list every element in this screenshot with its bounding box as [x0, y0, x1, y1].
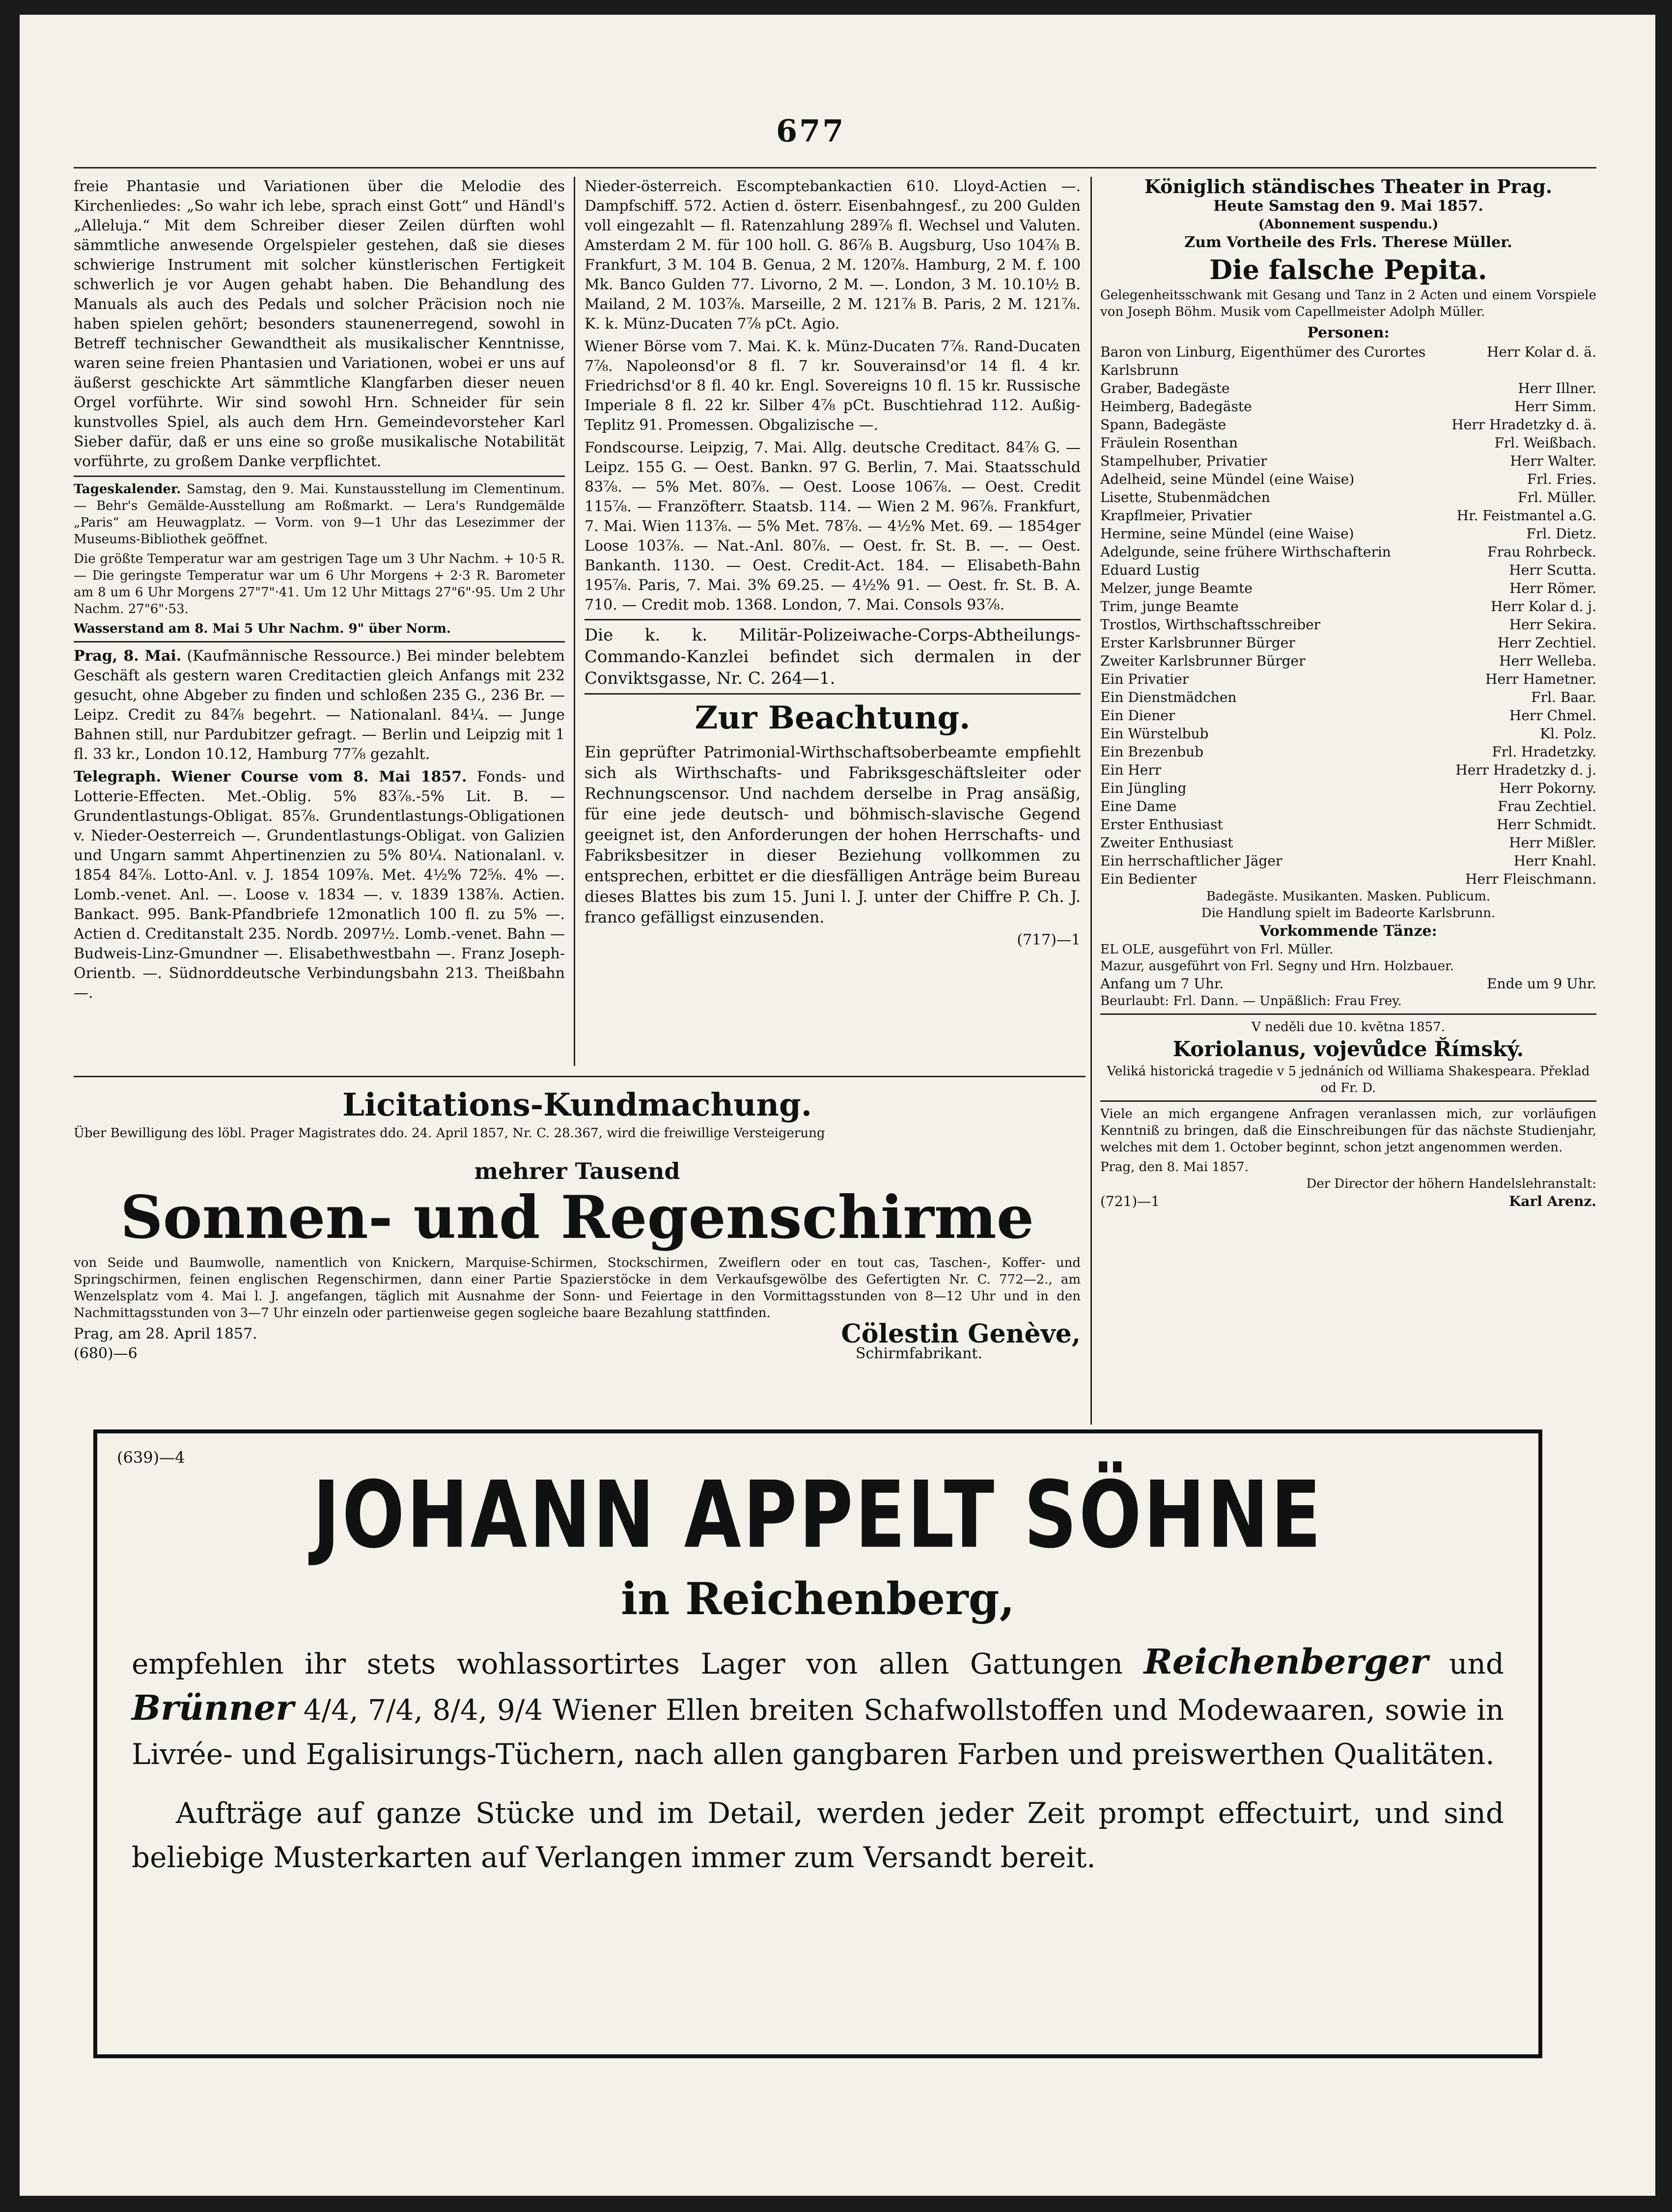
cast-row — [1100, 652, 1596, 670]
theater-date: Heute Samstag den 9. Mai 1857. — [1213, 197, 1483, 215]
ad-body-1: empfehlen ihr stets wohlassortirtes Lager von allen Gattungen — [132, 1647, 1123, 1680]
ad-body — [132, 1640, 1504, 1776]
role-name: Ein Würstelbub — [1100, 726, 1209, 742]
appelt-advertisement — [93, 1429, 1542, 2058]
actor-name: Frl. Hradetzky. — [1492, 744, 1596, 760]
cast-row — [1100, 506, 1596, 525]
cast-row — [1100, 670, 1596, 688]
ad-firm: JOHANN APPELT SÖHNE — [312, 1462, 1323, 1569]
cast-row — [1100, 434, 1596, 452]
role-name: Lisette, Stubenmädchen — [1100, 489, 1270, 505]
czech-description: Veliká historická tragedie v 5 jednáních od Williama Shakespeara. Překlad od Fr. D. — [1107, 1064, 1590, 1095]
actor-name: Herr Hradetzky d. ä. — [1451, 417, 1596, 433]
licitation-notice — [74, 1086, 1081, 1429]
ad-brand-2: Brünner — [132, 1687, 294, 1728]
divider — [1100, 1013, 1596, 1015]
cast-list — [1100, 343, 1596, 888]
cast-row — [1100, 397, 1596, 416]
licitation-body: von Seide und Baumwolle, namentlich von Knickern, Marquise-Schirmen, Stockschirmen, Zweiflern oder en tout cas, Taschen-, Koffer- und Springschirmen, feinen englischen Regenschirmen, dann einer Partie Spazierstöcke in dem Verkaufsgewölbe des Gefertigten Nr. C. 772—2., am Wenzelsplatz vom 4. Mai l. J. angefangen, täglich mit Ausnahme der Sonn- und Feiertage in den Vormittagsstunden von 8—12 Uhr und in den Nachmittagsstunden von 3—7 Uhr einzeln oder partienweise gegen sogleiche baare Bezahlung stattfinden. — [74, 1256, 1081, 1320]
cast-row — [1100, 525, 1596, 543]
role-name: Ein Brezenbub — [1100, 744, 1204, 760]
ad-body-3: Aufträge auf ganze Stücke und im Detail, werden jeder Zeit prompt effectuirt, und sind beliebige Musterkarten auf Verlangen immer zum Versandt bereit. — [132, 1796, 1504, 1874]
beachtung-heading: Zur Beachtung. — [695, 700, 971, 736]
extras: Badegäste. Musikanten. Masken. Publicum. — [1206, 889, 1491, 904]
prag-heading: Prag, 8. Mai. — [74, 647, 182, 665]
leave-note: Beurlaubt: Frl. Dann. — Unpäßlich: Frau Frey. — [1100, 994, 1402, 1008]
actor-name: Frl. Weißbach. — [1494, 435, 1596, 451]
actor-name: Herr Pokorny. — [1499, 780, 1596, 796]
cast-row — [1100, 743, 1596, 761]
dance-2: Mazur, ausgeführt von Frl. Segny und Hrn. Holzbauer. — [1100, 959, 1454, 974]
benefit-line: Zum Vortheile des Frls. Therese Müller. — [1184, 234, 1512, 251]
school-notice: Viele an mich ergangene Anfragen veranlassen mich, zur vorläufigen Kenntniß zu bringen, daß die Einschreibungen für das nächste Studienjahr, welches mit dem 1. October beginnt, schon jetzt angenommen werden. — [1100, 1107, 1596, 1155]
role-name: Stampelhuber, Privatier — [1100, 453, 1267, 469]
cast-row — [1100, 543, 1596, 561]
cast-row — [1100, 706, 1596, 725]
role-name: Ein Bedienter — [1100, 871, 1197, 887]
school-code: (721)—1 — [1100, 1193, 1160, 1209]
role-name: Heimberg, Badegäste — [1100, 398, 1252, 415]
cast-row — [1100, 725, 1596, 743]
beachtung-text: Ein geprüfter Patrimonial-Wirthschaftsoberbeamte empfiehlt sich als Wirthschafts- und Fabriksgeschäftsleiter oder Rechnungscensor. Und nachdem derselbe in Prag ansäßig, für eine jede deutsch- und böhmisch-slavische Gegend geeignet ist, den Anforderungen der hohen Herrschafts- und Fabriksbesitzer in dieser Beziehung vollkommen zu entsprechen, erbittet er die diesfälligen Anträge beim Bureau dieses Blattes bis zum 15. Juni l. J. unter der Chiffre P. Ch. J. franco gefälligst einzusenden. — [585, 743, 1081, 926]
column-rule — [574, 177, 575, 1066]
licitation-title: Licitations-Kundmachung. — [342, 1087, 812, 1123]
calendar-text: Samstag, den 9. Mai. Kunstausstellung im Clementinum. — Behr's Gemälde-Ausstellung am Roßmarkt. — Lera's Rundgemälde „Paris“ am Heuwagplatz. — Vorm. von 9—1 Uhr das Lesezimmer der Museums-Bibliothek geöffnet. — [74, 482, 565, 547]
role-name: Zweiter Enthusiast — [1100, 835, 1233, 851]
role-name: Trostlos, Wirthschaftsschreiber — [1100, 616, 1321, 633]
school-signature: Der Director der höhern Handelslehranstalt: — [1306, 1176, 1596, 1191]
cast-row — [1100, 797, 1596, 815]
role-name: Ein Herr — [1100, 762, 1162, 778]
licitation-date: Prag, am 28. April 1857. — [74, 1325, 257, 1343]
licitation-name: Cölestin Genève, — [841, 1319, 1081, 1349]
role-name: Ein Dienstmädchen — [1100, 689, 1237, 705]
ad-city: in Reichenberg, — [620, 1573, 1015, 1625]
column-rule — [1090, 177, 1092, 1425]
cast-row — [1100, 870, 1596, 888]
actor-name: Herr Kolar d. ä. — [1487, 344, 1596, 360]
dance-1: EL OLE, ausgeführt von Frl. Müller. — [1100, 942, 1334, 957]
divider — [585, 693, 1081, 695]
cast-row — [1100, 488, 1596, 506]
cast-row — [1100, 834, 1596, 852]
actor-name: Frl. Dietz. — [1526, 526, 1596, 542]
top-rule — [74, 167, 1596, 168]
role-name: Adelgunde, seine frühere Wirthschafterin — [1100, 544, 1391, 560]
start-time: Anfang um 7 Uhr. — [1100, 976, 1224, 992]
beachtung-code: (717)—1 — [1017, 931, 1081, 949]
licitation-product: Sonnen- und Regenschirme — [120, 1183, 1034, 1252]
fonds-courses: Fondscourse. Leipzig, 7. Mai. Allg. deutsche Creditact. 84⅞ G. — Leipz. 155 G. — Oest. Bankn. 97 G. Berlin, 7. Mai. Staatsschuld 83⅞. — 5% Met. 80⅞. — Oest. Loose 106⅞. — Oest. Credit 115⅞. — Franzöfterr. Staatsb. 114. — Wien 2 M. 96⅞. Frankfurt, 7. Mai. Wien 113⅞. — 5% Met. 78⅞. — 4½% Met. 69. — 1854ger Loose 103⅞. — Nat.-Anl. 80⅞. — Oest. fr. St. B. —. — Oest. Bankanth. 1130. — Oest. Credit-Act. 184. — Elisabeth-Bahn 195⅞. Paris, 7. Mai. 3% 69.25. — 4½% 91. — Oest. fr. St. B. A. 710. — Credit mob. 1368. London, 7. Mai. Consols 93⅞. — [585, 439, 1081, 614]
role-name: Eduard Lustig — [1100, 562, 1200, 578]
actor-name: Herr Sekira. — [1509, 616, 1596, 633]
calendar-heading: Tageskalender. — [74, 482, 181, 497]
czech-play: Koriolanus, vojevůdce Římský. — [1172, 1037, 1524, 1061]
licitation-subtitle: mehrer Tausend — [474, 1158, 680, 1184]
abonnement: (Abonnement suspendu.) — [1258, 217, 1439, 232]
actor-name: Herr Illner. — [1518, 380, 1596, 396]
actor-name: Frl. Müller. — [1518, 489, 1596, 505]
section-rule — [74, 1076, 1086, 1077]
vienna-boerse: Wiener Börse vom 7. Mai. K. k. Münz-Ducaten 7⅞. Rand-Ducaten 7⅞. Napoleonsd'or 8 fl. 7 kr. Souverainsd'or 14 fl. 4 kr. Friedrichsd'or 8 fl. 40 kr. Engl. Sovereigns 10 fl. 15 kr. Russische Imperiale 8 fl. 22 kr. Silber 4⅞ pCt. Buschtiehrad 112. Außig-Teplitz 91. Promessen. Obgalizische —. — [585, 338, 1081, 434]
actor-name: Herr Welleba. — [1499, 653, 1596, 669]
page-number: 677 — [776, 113, 846, 149]
divider — [74, 476, 565, 477]
actor-name: Herr Mißler. — [1509, 835, 1596, 851]
cast-row — [1100, 761, 1596, 779]
ad-and: und — [1449, 1647, 1504, 1680]
actor-name: Herr Fleischmann. — [1465, 871, 1596, 887]
role-name: Ein Jüngling — [1100, 780, 1187, 796]
role-name: Erster Karlsbrunner Bürger — [1100, 635, 1295, 651]
prag-market: (Kaufmännische Ressource.) Bei minder belebtem Geschäft als gestern waren Creditactien gleich Anfangs mit 232 gesucht, ohne Abgeber zu finden und schloßen 235 G., 236 Br. — Leipz. Credit zu 84⅞ begehrt. — Nationalanl. 84¼. — Junge Bahnen still, nur Pardubitzer gefragt. — Berlin und Leipzig mit 1 fl. 33 kr., London 10.12, Hamburg 77⅞ gezahlt. — [74, 647, 565, 763]
dances-heading: Vorkommende Tänze: — [1259, 923, 1437, 940]
role-name: Erster Enthusiast — [1100, 816, 1223, 833]
role-name: Adelheid, seine Mündel (eine Waise) — [1100, 471, 1355, 487]
actor-name: Herr Knahl. — [1513, 853, 1596, 869]
cast-row — [1100, 688, 1596, 706]
role-name: Hermine, seine Mündel (eine Waise) — [1100, 526, 1354, 542]
actor-name: Herr Hametner. — [1485, 671, 1596, 687]
role-name: Baron von Linburg, Eigenthümer des Curortes Karlsbrunn — [1100, 344, 1426, 378]
cast-row — [1100, 852, 1596, 870]
column-3 — [1100, 177, 1596, 1439]
divider — [74, 641, 565, 643]
role-name: Graber, Badegäste — [1100, 380, 1230, 396]
actor-name: Herr Kolar d. j. — [1491, 598, 1596, 615]
cast-row — [1100, 779, 1596, 797]
actor-name: Frl. Baar. — [1531, 689, 1596, 705]
actor-name: Herr Chmel. — [1509, 707, 1596, 724]
police-notice: Die k. k. Militär-Polizeiwache-Corps-Abtheilungs-Commando-Kanzlei befindet sich dermalen in der Conviktsgasse, Nr. C. 264—1. — [585, 625, 1081, 688]
role-name: Zweiter Karlsbrunner Bürger — [1100, 653, 1306, 669]
theater-title: Königlich ständisches Theater in Prag. — [1144, 177, 1553, 197]
telegraph-heading: Telegraph. Wiener Course vom 8. Mai 1857. — [74, 768, 467, 785]
location: Die Handlung spielt im Badeorte Karlsbrunn. — [1201, 906, 1496, 921]
cast-row — [1100, 470, 1596, 488]
actor-name: Herr Scutta. — [1509, 562, 1596, 578]
vienna-exchange: Nieder-österreich. Escomptebankactien 610. Lloyd-Actien —. Dampfschiff. 572. Actien d. österr. Eisenbahngesf., zu 200 Gulden voll eingezahlt — fl. Ratenzahlung 289⅞ fl. Wechsel und Valuten. Amsterdam 2 M. für 100 holl. G. 86⅞ B. Augsburg, Uso 104⅞ B. Frankfurt, 3 M. 104 B. Genua, 2 M. 120⅞. Hamburg, 2 M. f. 100 Mk. Banco Gulden 77. Livorno, 2 M. —. London, 3 M. 10.10½ B. Mailand, 2 M. 103⅞. Marseille, 2 M. 121⅞ B. Paris, 2 M. 121⅞. K. k. Münz-Ducaten 7⅞ pCt. Agio. — [585, 178, 1081, 333]
divider — [1100, 1100, 1596, 1102]
role-name: Trim, junge Beamte — [1100, 598, 1239, 615]
role-name: Ein Privatier — [1100, 671, 1189, 687]
actor-name: Frl. Fries. — [1527, 471, 1596, 487]
telegraph-courses: Fonds- und Lotterie-Effecten. Met.-Oblig. 5% 83⅞.-5% Lit. B. — Grundentlastungs-Obligat. 85⅞. Grundentlastungs-Obligationen v. Nieder-Oesterreich —. Grundentlastungs-Obligat. von Galizien und Ungarn sammt Ahpertinenzien zu 5% 80¼. Nationalanl. v. 1854 84⅞. Lotto-Anl. v. J. 1854 109⅞. Met. 4½% 72⅝. 4% —. Lomb.-venet. Anl. —. Loose v. 1834 —. v. 1839 138⅞. Actien. Bankact. 995. Bank-Pfandbriefe 12monatlich 100 fl. zu 5% —. Actien d. Creditanstalt 235. Nordb. 2097½. Lomb.-venet. Bahn — Budweis-Linz-Gmundner —. Elisabethwestbahn —. Franz Joseph-Orientb. —. Südnorddeutsche Verbindungsbahn 213. Theißbahn —. — [74, 768, 565, 1002]
actor-name: Herr Hradetzky d. j. — [1455, 762, 1596, 778]
actor-name: Herr Walter. — [1510, 453, 1596, 469]
concert-report: freie Phantasie und Variationen über die Melodie des Kirchenliedes: „So wahr ich lebe, sprach einst Gott“ und Händl's „Alleluja.“ Mit dem Schreiber dieser Zeilen dürften wohl sämmtliche anwesende Orgelspieler gestehen, daß sie dieses schwierige Instrument mit solcher künstlerischen Fertigkeit schwerlich je vor Augen gehabt haben. Die Behandlung des Manuals als auch des Pedals und solcher Präcision noch nie haben spielen gehört; besonders staunenerregend, sowohl in Betreff technischer Gewandtheit als musikalischer Kenntnisse, waren seine freien Phantasien und Variationen, wobei er uns auf äußerst geschickte Art sämmtliche Klangfarben dieser neuen Orgel vorführte. Wir sind sowohl Hrn. Schneider für sein kunstvolles Spiel, als auch dem Hrn. Gemeindevorsteher Karl Sieber dafür, daß er uns eine so große musikalische Notabilität vorführte, zu großem Danke verpflichtet. — [74, 178, 565, 470]
ad-code: (639)—4 — [117, 1448, 185, 1467]
personen-heading: Personen: — [1307, 324, 1390, 341]
cast-row — [1100, 579, 1596, 597]
role-name: Eine Dame — [1100, 798, 1177, 814]
actor-name: Kl. Polz. — [1540, 726, 1596, 742]
actor-name: Herr Römer. — [1509, 580, 1596, 596]
cast-row — [1100, 815, 1596, 834]
czech-date: V neděli due 10. května 1857. — [1252, 1020, 1445, 1035]
cast-row — [1100, 616, 1596, 634]
cast-row — [1100, 343, 1596, 379]
divider — [585, 619, 1081, 620]
water-level: Wasserstand am 8. Mai 5 Uhr Nachm. 9" über Norm. — [74, 621, 451, 636]
end-time: Ende um 9 Uhr. — [1487, 976, 1596, 992]
play-title: Die falsche Pepita. — [1209, 254, 1487, 285]
ad-body-2: 4/4, 7/4, 8/4, 9/4 Wiener Ellen breiten Schafwollstoffen und Modewaaren, sowie in Livrée- und Egalisirungs-Tüchern, nach allen gangbaren Farben und preiswerthen Qualitäten. — [132, 1693, 1505, 1771]
role-name: Melzer, junge Beamte — [1100, 580, 1253, 596]
role-name: Ein herrschaftlicher Jäger — [1100, 853, 1282, 869]
play-description: Gelegenheitsschwank mit Gesang und Tanz in 2 Acten und einem Vorspiele von Joseph Böhm. Musik vom Capellmeister Adolph Müller. — [1100, 288, 1596, 319]
column-1 — [74, 177, 565, 1066]
actor-name: Herr Schmidt. — [1496, 816, 1596, 833]
licitation-role: Schirmfabrikant. — [855, 1345, 982, 1362]
ad-brand-1: Reichenberger — [1143, 1641, 1428, 1682]
role-name: Fräulein Rosenthan — [1100, 435, 1238, 451]
role-name: Ein Diener — [1100, 707, 1175, 724]
cast-row — [1100, 452, 1596, 470]
weather-report: Die größte Temperatur war am gestrigen Tage um 3 Uhr Nachm. + 10·5 R. — Die geringste Temperatur war um 6 Uhr Morgens + 2·3 R. Barometer am 8 um 6 Uhr Morgens 27"7"·41. Um 12 Uhr Mittags 27"6"·95. Um 2 Uhr Nachm. 27"6"·53. — [74, 552, 565, 616]
column-2 — [585, 177, 1081, 1066]
role-name: Spann, Badegäste — [1100, 417, 1226, 433]
school-director: Karl Arenz. — [1509, 1193, 1596, 1209]
actor-name: Frau Zechtiel. — [1498, 798, 1596, 814]
actor-name: Herr Simm. — [1514, 398, 1596, 415]
cast-row — [1100, 561, 1596, 579]
school-date: Prag, den 8. Mai 1857. — [1100, 1160, 1249, 1175]
actor-name: Hr. Feistmantel a.G. — [1456, 507, 1596, 524]
role-name: Krapflmeier, Privatier — [1100, 507, 1252, 524]
actor-name: Frau Rohrbeck. — [1487, 544, 1596, 560]
licitation-code: (680)—6 — [74, 1345, 138, 1362]
licitation-intro: Über Bewilligung des löbl. Prager Magistrates ddo. 24. April 1857, Nr. C. 28.367, wird die freiwillige Versteigerung — [74, 1126, 825, 1141]
newspaper-page — [20, 15, 1655, 2196]
cast-row — [1100, 416, 1596, 434]
cast-row — [1100, 379, 1596, 397]
cast-row — [1100, 634, 1596, 652]
actor-name: Herr Zechtiel. — [1497, 635, 1596, 651]
cast-row — [1100, 597, 1596, 616]
